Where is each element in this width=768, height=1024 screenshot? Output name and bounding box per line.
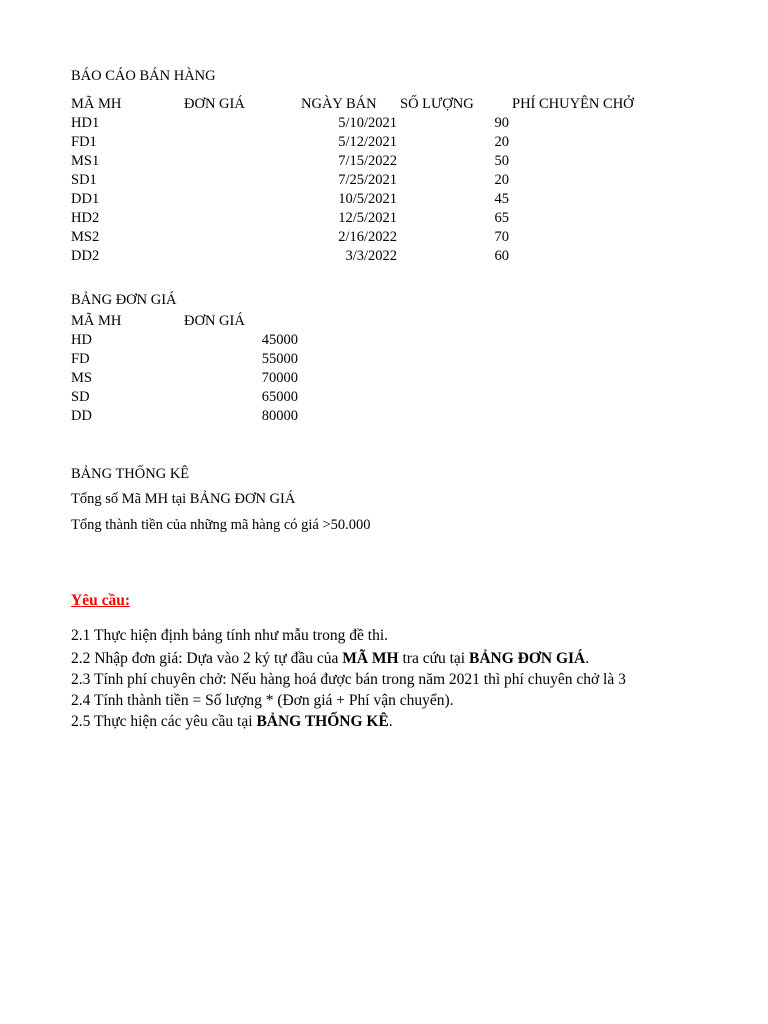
sales-cell-qty: 60 — [494, 248, 509, 264]
requirement-5-table-label: BẢNG THỐNG KÊ — [256, 713, 389, 730]
requirement-item-1 — [71, 625, 677, 646]
table-row — [0, 331, 768, 350]
sales-cell-qty: 70 — [494, 229, 509, 245]
sales-cell-code: SD1 — [71, 172, 97, 188]
sales-header-sale-date: NGÀY BÁN — [301, 96, 377, 112]
requirement-5-text-a: 2.5 Thực hiện các yêu cầu tại — [71, 713, 257, 730]
sales-cell-qty: 65 — [494, 210, 509, 226]
requirement-4-text: 2.4 Tính thành tiền = Số lượng * (Đơn giá + Phí vận chuyển). — [71, 692, 454, 709]
requirement-2-code-label: MÃ MH — [342, 650, 399, 667]
stats-line-total-codes: Tổng số Mã MH tại BẢNG ĐƠN GIÁ — [71, 491, 296, 507]
sales-cell-code: MS2 — [71, 229, 100, 245]
table-row — [0, 350, 768, 369]
price-cell-code: HD — [71, 332, 92, 348]
sales-cell-qty: 20 — [494, 172, 509, 188]
price-cell-code: SD — [71, 389, 90, 405]
sales-cell-code: HD2 — [71, 210, 100, 226]
table-row — [0, 369, 768, 388]
sales-cell-date: 12/5/2021 — [338, 210, 397, 226]
sales-cell-code: DD1 — [71, 191, 100, 207]
table-row — [0, 152, 768, 171]
stats-line-total-amount: Tổng thành tiền của những mã hàng có giá >50.000 — [71, 517, 371, 533]
sales-cell-date: 7/15/2022 — [338, 153, 397, 169]
table-row — [0, 209, 768, 228]
requirement-5-text-c: . — [388, 713, 393, 730]
table-row — [0, 388, 768, 407]
sales-report-title: BÁO CÁO BÁN HÀNG — [71, 68, 216, 84]
table-row — [0, 190, 768, 209]
sales-cell-date: 5/12/2021 — [338, 134, 397, 150]
requirement-1-text: 2.1 Thực hiện định bảng tính như mẫu trong đề thi. — [71, 627, 389, 644]
table-row — [0, 407, 768, 426]
requirement-2-text-e: . — [585, 650, 590, 667]
requirement-3-text: 2.3 Tính phí chuyên chở: Nếu hàng hoá được bán trong năm 2021 thì phí chuyên chở là 3  — [71, 671, 638, 688]
table-row — [0, 171, 768, 190]
requirement-2-text-a: 2.2 Nhập đơn giá: Dựa vào 2 ký tự đầu của — [71, 650, 343, 667]
sales-cell-qty: 50 — [494, 153, 509, 169]
requirement-item-2 — [71, 648, 677, 669]
table-row — [0, 228, 768, 247]
requirement-item-5 — [71, 711, 677, 732]
sales-cell-qty: 90 — [494, 115, 509, 131]
requirement-item-3 — [71, 669, 677, 690]
sales-cell-date: 7/25/2021 — [338, 172, 397, 188]
price-header-code: MÃ MH — [71, 313, 122, 329]
sales-cell-date: 5/10/2021 — [338, 115, 397, 131]
sales-header-code: MÃ MH — [71, 96, 122, 112]
price-cell-code: FD — [71, 351, 90, 367]
stats-table-title: BẢNG THỐNG KÊ — [71, 466, 190, 482]
sales-cell-code: HD1 — [71, 115, 100, 131]
price-cell-code: DD — [71, 408, 92, 424]
price-cell-price: 45000 — [261, 332, 298, 348]
price-cell-price: 80000 — [261, 408, 298, 424]
sales-cell-date: 3/3/2022 — [345, 248, 397, 264]
sales-header-quantity: SỐ LƯỢNG — [400, 96, 474, 112]
sales-cell-date: 2/16/2022 — [338, 229, 397, 245]
sales-cell-date: 10/5/2021 — [338, 191, 397, 207]
sales-cell-qty: 20 — [494, 134, 509, 150]
price-header-price: ĐƠN GIÁ — [184, 313, 245, 329]
price-table-title: BẢNG ĐƠN GIÁ — [71, 292, 177, 308]
sales-header-shipping-fee: PHÍ CHUYÊN CHỞ — [512, 96, 634, 112]
price-cell-price: 65000 — [261, 389, 298, 405]
sales-header-unit-price: ĐƠN GIÁ — [184, 96, 245, 112]
price-cell-price: 55000 — [261, 351, 298, 367]
requirements-title: Yêu cầu: — [71, 592, 130, 609]
table-row — [0, 133, 768, 152]
requirement-2-table-label: BẢNG ĐƠN GIÁ — [468, 650, 586, 667]
requirement-2-text-c: tra cứu tại — [398, 650, 469, 667]
table-row — [0, 114, 768, 133]
sales-cell-qty: 45 — [494, 191, 509, 207]
sales-cell-code: FD1 — [71, 134, 97, 150]
requirement-item-4 — [71, 690, 677, 711]
table-row — [0, 247, 768, 266]
price-cell-code: MS — [71, 370, 92, 386]
sales-cell-code: DD2 — [71, 248, 100, 264]
sales-cell-code: MS1 — [71, 153, 100, 169]
price-cell-price: 70000 — [261, 370, 298, 386]
